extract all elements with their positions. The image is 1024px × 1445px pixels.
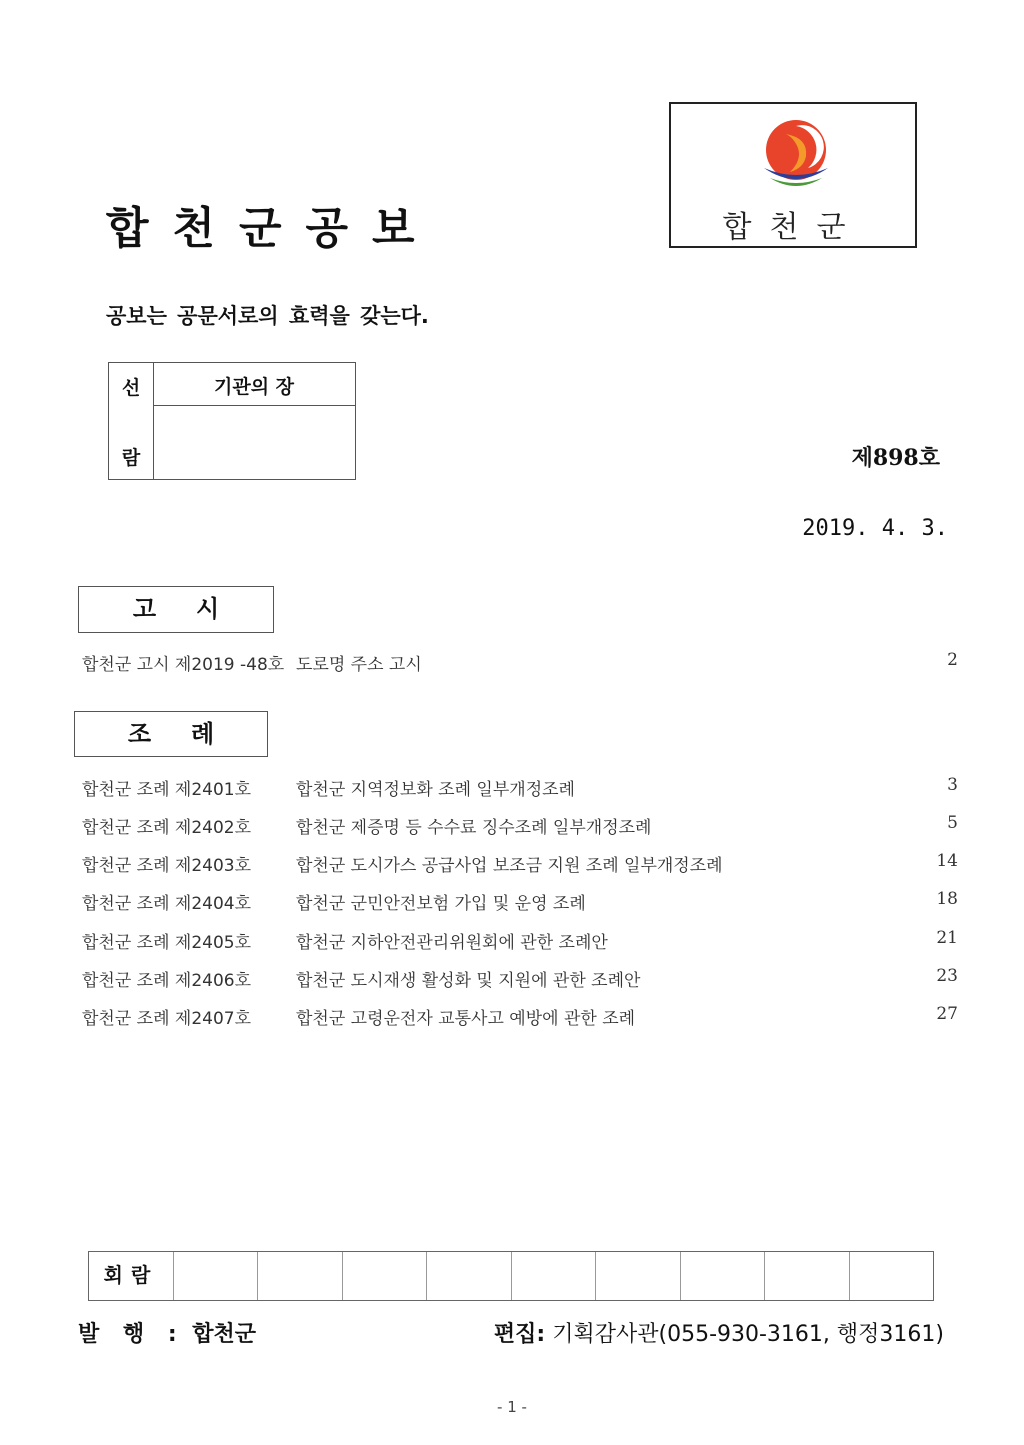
- toc-entry[interactable]: [82, 966, 958, 992]
- toc-entry-page: 18: [936, 889, 958, 909]
- toc-entry-title: 합천군 도시재생 활성화 및 지원에 관한 조례안: [296, 971, 641, 991]
- toc-entry[interactable]: [82, 1004, 958, 1030]
- circulation-cell: [342, 1252, 426, 1300]
- logo-box: [669, 102, 917, 248]
- section-notice-heading: [78, 586, 274, 633]
- toc-entry-page: 27: [936, 1004, 958, 1024]
- publisher-name: 합천군: [192, 1322, 257, 1347]
- toc-entry-title: 합천군 도시가스 공급사업 보조금 지원 조례 일부개정조례: [296, 856, 723, 876]
- editor-info: 기획감사관(055-930-3161, 행정3161): [552, 1322, 944, 1347]
- toc-entry-number: 합천군 조례 제2402호: [82, 818, 252, 838]
- toc-entry-page: 5: [947, 813, 958, 833]
- toc-entry[interactable]: [82, 813, 958, 839]
- circulation-cell: [680, 1252, 764, 1300]
- bulletin-title: 합천군공보: [106, 203, 439, 254]
- toc-entry-title: 합천군 지하안전관리위원회에 관한 조례안: [296, 933, 608, 953]
- toc-entry-page: 14: [936, 851, 958, 871]
- toc-entry-number: 합천군 고시 제2019 -48호: [82, 655, 285, 675]
- circulation-label: 회람: [103, 1263, 159, 1287]
- circulation-cell: [595, 1252, 679, 1300]
- toc-entry-number: 합천군 조례 제2404호: [82, 894, 252, 914]
- toc-entry-title: 합천군 고령운전자 교통사고 예방에 관한 조례: [296, 1009, 636, 1029]
- toc-entry-number: 합천군 조례 제2401호: [82, 780, 252, 800]
- circulation-cell: [426, 1252, 510, 1300]
- approval-label-top: 선: [121, 377, 141, 399]
- logo-text: 합천군: [722, 210, 864, 245]
- toc-entry-number: 합천군 조례 제2407호: [82, 1009, 252, 1029]
- toc-entry[interactable]: [82, 851, 958, 877]
- toc-entry-page: 21: [936, 928, 958, 948]
- toc-entry-page: 23: [936, 966, 958, 986]
- toc-entry-title: 합천군 제증명 등 수수료 징수조례 일부개정조례: [296, 818, 652, 838]
- toc-entry-title: 합천군 지역정보화 조례 일부개정조례: [296, 780, 575, 800]
- toc-entry[interactable]: [82, 650, 958, 676]
- circulation-cell: [764, 1252, 848, 1300]
- section-notice-char: 시: [196, 595, 220, 623]
- toc-entry-page: 2: [947, 650, 958, 670]
- publisher-line: [78, 1317, 256, 1348]
- toc-entry-number: 합천군 조례 제2403호: [82, 856, 252, 876]
- toc-entry-number: 합천군 조례 제2406호: [82, 971, 252, 991]
- county-emblem-icon: [756, 116, 836, 196]
- circulation-cell: [511, 1252, 595, 1300]
- circulation-cell: [257, 1252, 341, 1300]
- section-notice-char: 고: [132, 595, 156, 623]
- circulation-cell: [173, 1252, 257, 1300]
- editor-line: [494, 1317, 944, 1348]
- section-ordinance-heading: [74, 711, 268, 757]
- publisher-label: 발 행 :: [78, 1322, 185, 1347]
- tagline: 공보는 공문서로의 효력을 갖는다.: [106, 304, 429, 328]
- toc-entry-title: 합천군 군민안전보험 가입 및 운영 조례: [296, 894, 586, 914]
- approval-label-bottom: 람: [121, 447, 141, 469]
- approval-divider-horizontal: [153, 405, 355, 406]
- toc-entry[interactable]: [82, 928, 958, 954]
- toc-entry-page: 3: [947, 775, 958, 795]
- approval-header: 기관의 장: [213, 376, 295, 398]
- toc-entry-title: 도로명 주소 고시: [296, 655, 422, 675]
- page-number: - 1 -: [497, 1398, 527, 1416]
- circulation-cell: [849, 1252, 933, 1300]
- toc-entry[interactable]: [82, 775, 958, 801]
- publication-date: 2019. 4. 3.: [802, 516, 948, 541]
- toc-entry-number: 합천군 조례 제2405호: [82, 933, 252, 953]
- issue-number: 제898호: [851, 445, 940, 471]
- section-ordinance-char: 조: [127, 720, 151, 748]
- editor-label: 편집:: [493, 1322, 546, 1347]
- toc-entry[interactable]: [82, 889, 958, 915]
- approval-box: [108, 362, 356, 480]
- section-ordinance-char: 례: [191, 720, 215, 748]
- circulation-table: [88, 1251, 934, 1301]
